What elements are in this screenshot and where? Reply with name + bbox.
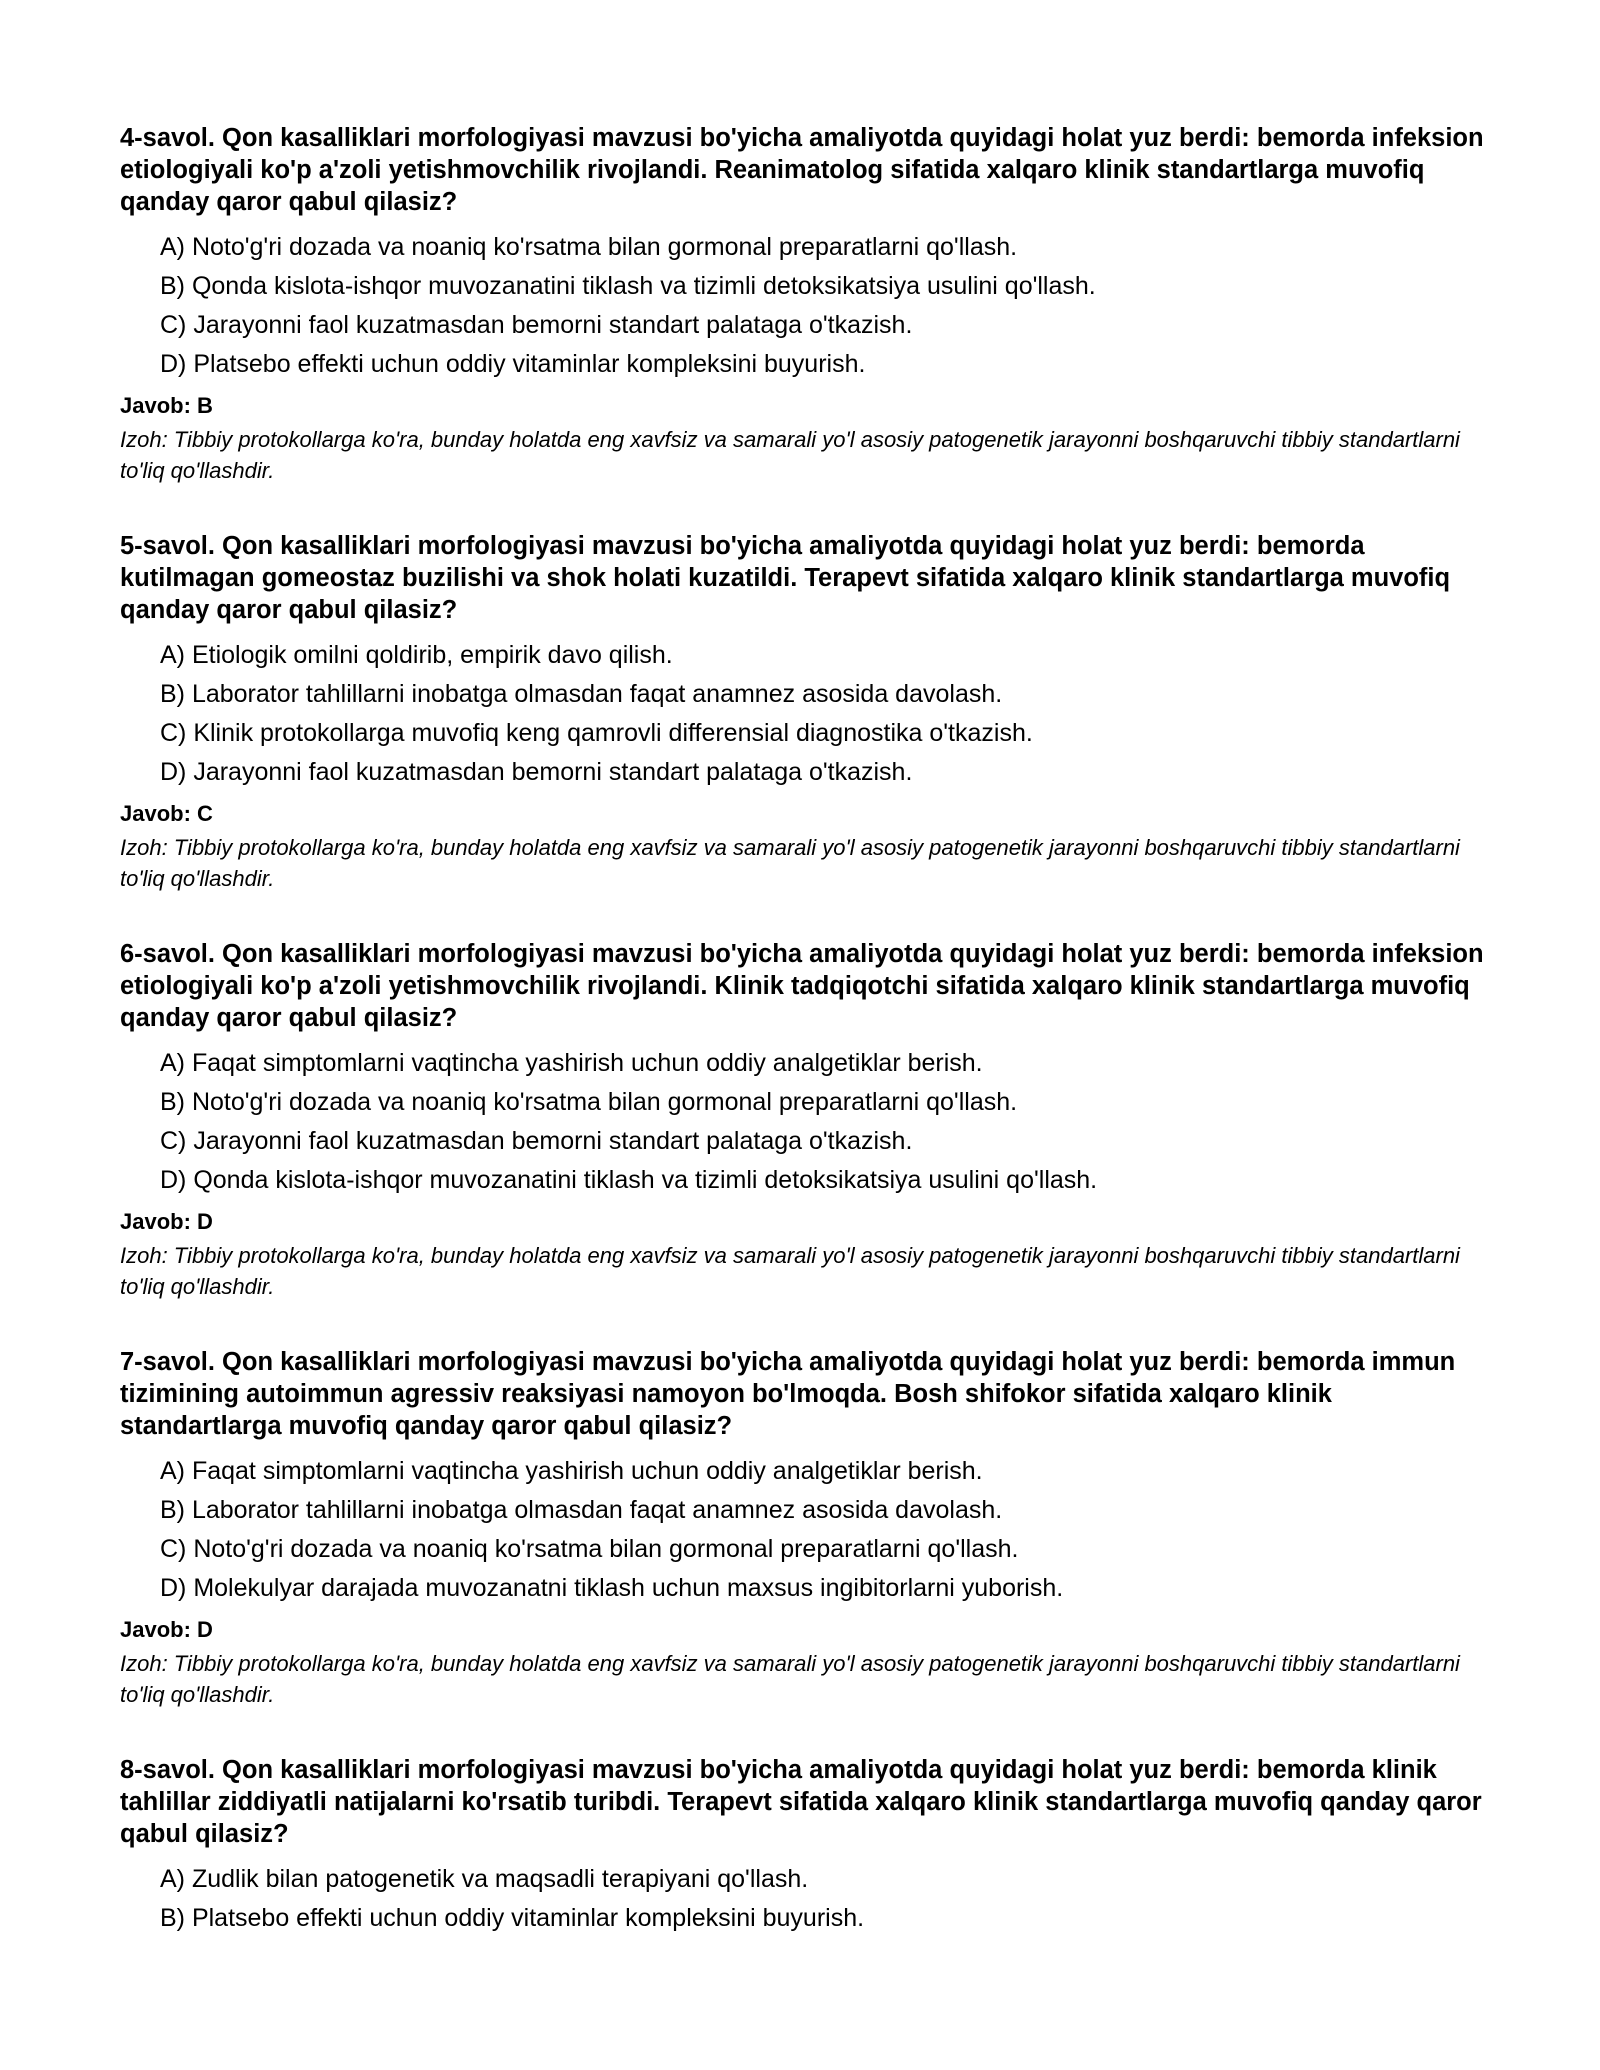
question-title: 5-savol. Qon kasalliklari morfologiyasi mavzusi bo'yicha amaliyotda quyidagi holat yuz berdi: bemorda kutilmagan gomeostaz buzilishi va shok holati kuzatildi. Terapevt sifatida xalqaro klinik standartlarga muvofiq qanday qaror qabul qilasiz?: [120, 532, 1451, 624]
options-list: [120, 228, 1500, 384]
option-a: A) Etiologik omilni qoldirib, empirik davo qilish.: [160, 641, 673, 669]
option-b: B) Laborator tahlillarni inobatga olmasdan faqat anamnez asosida davolash.: [160, 1496, 1003, 1524]
options-list: [120, 1452, 1500, 1608]
option-c: C) Jarayonni faol kuzatmasdan bemorni standart palataga o'tkazish.: [160, 1127, 913, 1155]
option-a: A) Faqat simptomlarni vaqtincha yashirish uchun oddiy analgetiklar berish.: [160, 1049, 983, 1077]
answer: Javob: D: [120, 1617, 213, 1642]
question-title: 4-savol. Qon kasalliklari morfologiyasi mavzusi bo'yicha amaliyotda quyidagi holat yuz berdi: bemorda infeksion etiologiyali ko'p a'zoli yetishmovchilik rivojlandi. Reanimatolog sifatida xalqaro klinik standartlarga muvofiq qanday qaror qabul qilasiz?: [120, 124, 1484, 216]
question-5: [120, 530, 1500, 894]
explanation-note: Izoh: Tibbiy protokollarga ko'ra, bunday holatda eng xavfsiz va samarali yo'l asosiy patogenetik jarayonni boshqaruvchi tibbiy standartlarni to'liq qo'llashdir.: [120, 835, 1460, 891]
option-b: B) Qonda kislota-ishqor muvozanatini tiklash va tizimli detoksikatsiya usulini qo'llash.: [160, 272, 1096, 300]
option-b: B) Noto'g'ri dozada va noaniq ko'rsatma bilan gormonal preparatlarni qo'llash.: [160, 1088, 1018, 1116]
question-7: [120, 1346, 1500, 1710]
option-a: A) Noto'g'ri dozada va noaniq ko'rsatma bilan gormonal preparatlarni qo'llash.: [160, 233, 1018, 261]
option-c: C) Klinik protokollarga muvofiq keng qamrovli differensial diagnostika o'tkazish.: [160, 719, 1033, 747]
option-d: D) Molekulyar darajada muvozanatni tiklash uchun maxsus ingibitorlarni yuborish.: [160, 1574, 1064, 1602]
options-list: [120, 636, 1500, 792]
options-list: [120, 1044, 1500, 1200]
answer: Javob: D: [120, 1209, 213, 1234]
option-b: B) Laborator tahlillarni inobatga olmasdan faqat anamnez asosida davolash.: [160, 680, 1003, 708]
question-title: 6-savol. Qon kasalliklari morfologiyasi mavzusi bo'yicha amaliyotda quyidagi holat yuz berdi: bemorda infeksion etiologiyali ko'p a'zoli yetishmovchilik rivojlandi. Klinik tadqiqotchi sifatida xalqaro klinik standartlarga muvofiq qanday qaror qabul qilasiz?: [120, 940, 1484, 1032]
option-c: C) Noto'g'ri dozada va noaniq ko'rsatma bilan gormonal preparatlarni qo'llash.: [160, 1535, 1019, 1563]
option-a: A) Zudlik bilan patogenetik va maqsadli terapiyani qo'llash.: [160, 1865, 809, 1893]
question-title: 8-savol. Qon kasalliklari morfologiyasi mavzusi bo'yicha amaliyotda quyidagi holat yuz berdi: bemorda klinik tahlillar ziddiyatli natijalarni ko'rsatib turibdi. Terapevt sifatida xalqaro klinik standartlarga muvofiq qanday qaror qabul qilasiz?: [120, 1756, 1482, 1848]
question-8: [120, 1754, 1500, 1938]
question-title: 7-savol. Qon kasalliklari morfologiyasi mavzusi bo'yicha amaliyotda quyidagi holat yuz berdi: bemorda immun tizimining autoimmun agressiv reaksiyasi namoyon bo'lmoqda. Bosh shifokor sifatida xalqaro klinik standartlarga muvofiq qanday qaror qabul qilasiz?: [120, 1348, 1456, 1440]
option-c: C) Jarayonni faol kuzatmasdan bemorni standart palataga o'tkazish.: [160, 311, 913, 339]
options-list: [120, 1860, 1500, 1938]
question-4: [120, 122, 1500, 486]
option-d: D) Platsebo effekti uchun oddiy vitaminlar kompleksini buyurish.: [160, 350, 866, 378]
explanation-note: Izoh: Tibbiy protokollarga ko'ra, bunday holatda eng xavfsiz va samarali yo'l asosiy patogenetik jarayonni boshqaruvchi tibbiy standartlarni to'liq qo'llashdir.: [120, 1651, 1460, 1707]
option-d: D) Qonda kislota-ishqor muvozanatini tiklash va tizimli detoksikatsiya usulini qo'llash.: [160, 1166, 1098, 1194]
answer: Javob: B: [120, 393, 213, 418]
explanation-note: Izoh: Tibbiy protokollarga ko'ra, bunday holatda eng xavfsiz va samarali yo'l asosiy patogenetik jarayonni boshqaruvchi tibbiy standartlarni to'liq qo'llashdir.: [120, 1243, 1460, 1299]
answer: Javob: C: [120, 801, 213, 826]
option-b: B) Platsebo effekti uchun oddiy vitaminlar kompleksini buyurish.: [160, 1904, 865, 1932]
explanation-note: Izoh: Tibbiy protokollarga ko'ra, bunday holatda eng xavfsiz va samarali yo'l asosiy patogenetik jarayonni boshqaruvchi tibbiy standartlarni to'liq qo'llashdir.: [120, 427, 1460, 483]
option-a: A) Faqat simptomlarni vaqtincha yashirish uchun oddiy analgetiklar berish.: [160, 1457, 983, 1485]
option-d: D) Jarayonni faol kuzatmasdan bemorni standart palataga o'tkazish.: [160, 758, 913, 786]
question-6: [120, 938, 1500, 1302]
